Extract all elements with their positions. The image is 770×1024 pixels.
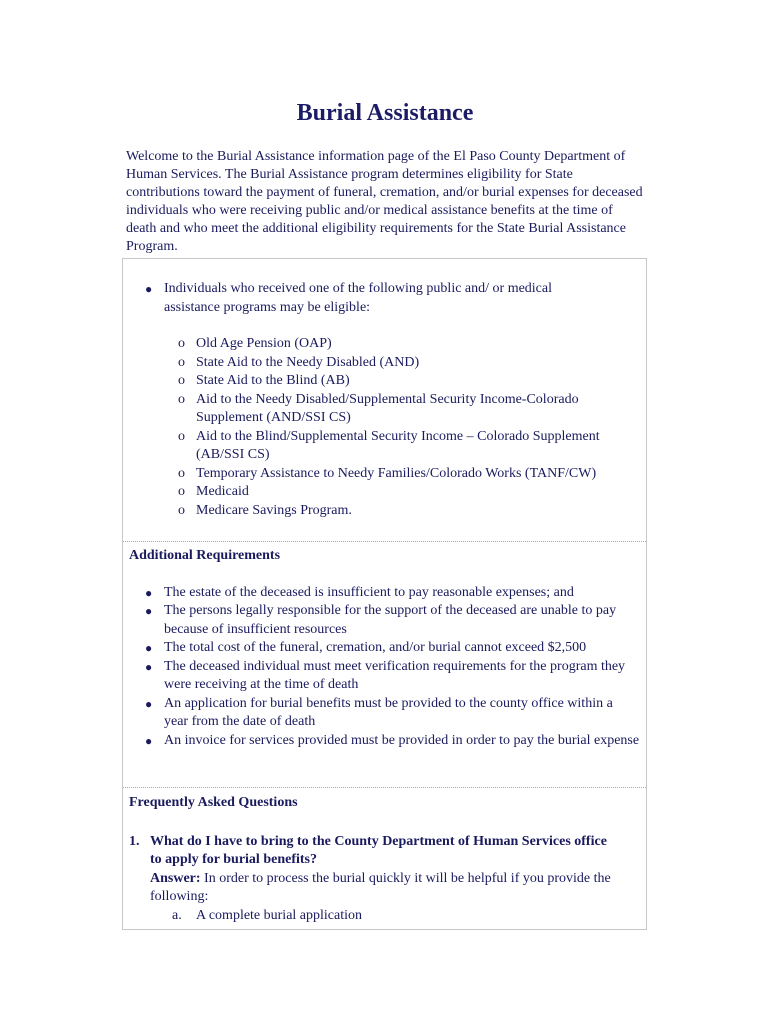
requirement-item [123,732,640,751]
program-label: State Aid to the Needy Disabled (AND) [196,354,420,370]
answer-label: Answer: [150,870,201,886]
program-label: Aid to the Blind/Supplemental Security Income – Colorado Supplement (AB/SSI CS) [196,428,600,462]
requirement-item [123,695,640,732]
eligibility-section [123,280,646,520]
page-title: Burial Assistance [296,100,474,126]
requirement-item [123,658,640,695]
requirement-text: The persons legally responsible for the support of the deceased are unable to pay because of insufficient resources [164,603,617,637]
circle-bullet-icon: o [178,465,185,481]
circle-bullet-icon: o [178,336,185,351]
content-box [122,258,647,930]
circle-bullet-icon: o [178,354,185,370]
faq-sub-letter: a. [172,907,182,923]
program-item [123,483,636,502]
requirement-text: The total cost of the funeral, cremation, and/or burial cannot exceed $2,500 [164,640,587,655]
faq-question-text: What do I have to bring to the County Department of Human Services office to apply for burial benefits? [150,833,607,867]
faq-question [123,833,616,870]
eligibility-bullet [123,280,646,317]
faq-answer [123,870,616,907]
eligibility-text: Individuals who received one of the following public and/ or medical assistance programs may be eligible: [164,281,553,315]
program-item [123,372,636,391]
bullet-icon: ● [145,659,153,674]
circle-bullet-icon: o [178,373,185,388]
requirement-text: An invoice for services provided must be provided in order to pay the burial expense [164,732,640,748]
program-label: Temporary Assistance to Needy Families/Colorado Works (TANF/CW) [196,465,597,481]
faq-heading: Frequently Asked Questions [129,795,298,810]
faq-sub-item [123,907,616,926]
bullet-icon: ● [145,733,153,748]
requirement-text: An application for burial benefits must be provided to the county office within a year from the date of death [164,695,613,729]
requirement-item [123,639,640,658]
program-item [123,465,636,484]
section-divider [123,787,646,788]
programs-list [123,335,646,520]
circle-bullet-icon: o [178,484,185,499]
program-label: Aid to the Needy Disabled/Supplemental Security Income-Colorado Supplement (AND/SSI CS) [196,391,579,425]
program-item [123,428,636,465]
bullet-icon: ● [145,604,153,618]
bullet-icon: ● [145,696,153,711]
faq-section [123,794,646,925]
bullet-icon: ● [145,282,153,296]
section-divider [123,541,646,542]
requirement-item [123,602,640,639]
program-item [123,502,636,521]
requirements-list [123,584,646,751]
program-label: Medicaid [196,484,249,499]
bullet-icon: ● [145,641,153,655]
program-label: Old Age Pension (OAP) [196,336,332,351]
circle-bullet-icon: o [178,428,185,444]
circle-bullet-icon: o [178,391,185,407]
program-label: State Aid to the Blind (AB) [196,373,350,388]
answer-text: In order to process the burial quickly it will be helpful if you provide the following: [150,870,611,904]
program-item [123,354,636,373]
requirement-item [123,584,640,603]
circle-bullet-icon: o [178,502,185,518]
bullet-icon: ● [145,585,153,600]
additional-heading: Additional Requirements [129,548,281,563]
faq-question-number: 1. [129,833,140,849]
additional-section [123,547,646,750]
requirement-text: The deceased individual must meet verification requirements for the program they were receiving at the time of death [164,658,626,692]
program-label: Medicare Savings Program. [196,502,352,518]
intro-paragraph: Welcome to the Burial Assistance information page of the El Paso County Department of Human Services. The Burial Assistance program determines eligibility for State contributions toward the payment of funeral, cremation, and/or burial expenses for deceased individuals who were receiving public and/or medical assistance benefits at the time of death and who meet the additional eligibility requirements for the State Burial Assistance Program. [126,149,643,254]
program-item [123,335,636,354]
faq-sub-text: A complete burial application [196,907,363,923]
program-item [123,391,636,428]
requirement-text: The estate of the deceased is insufficient to pay reasonable expenses; and [164,584,574,600]
